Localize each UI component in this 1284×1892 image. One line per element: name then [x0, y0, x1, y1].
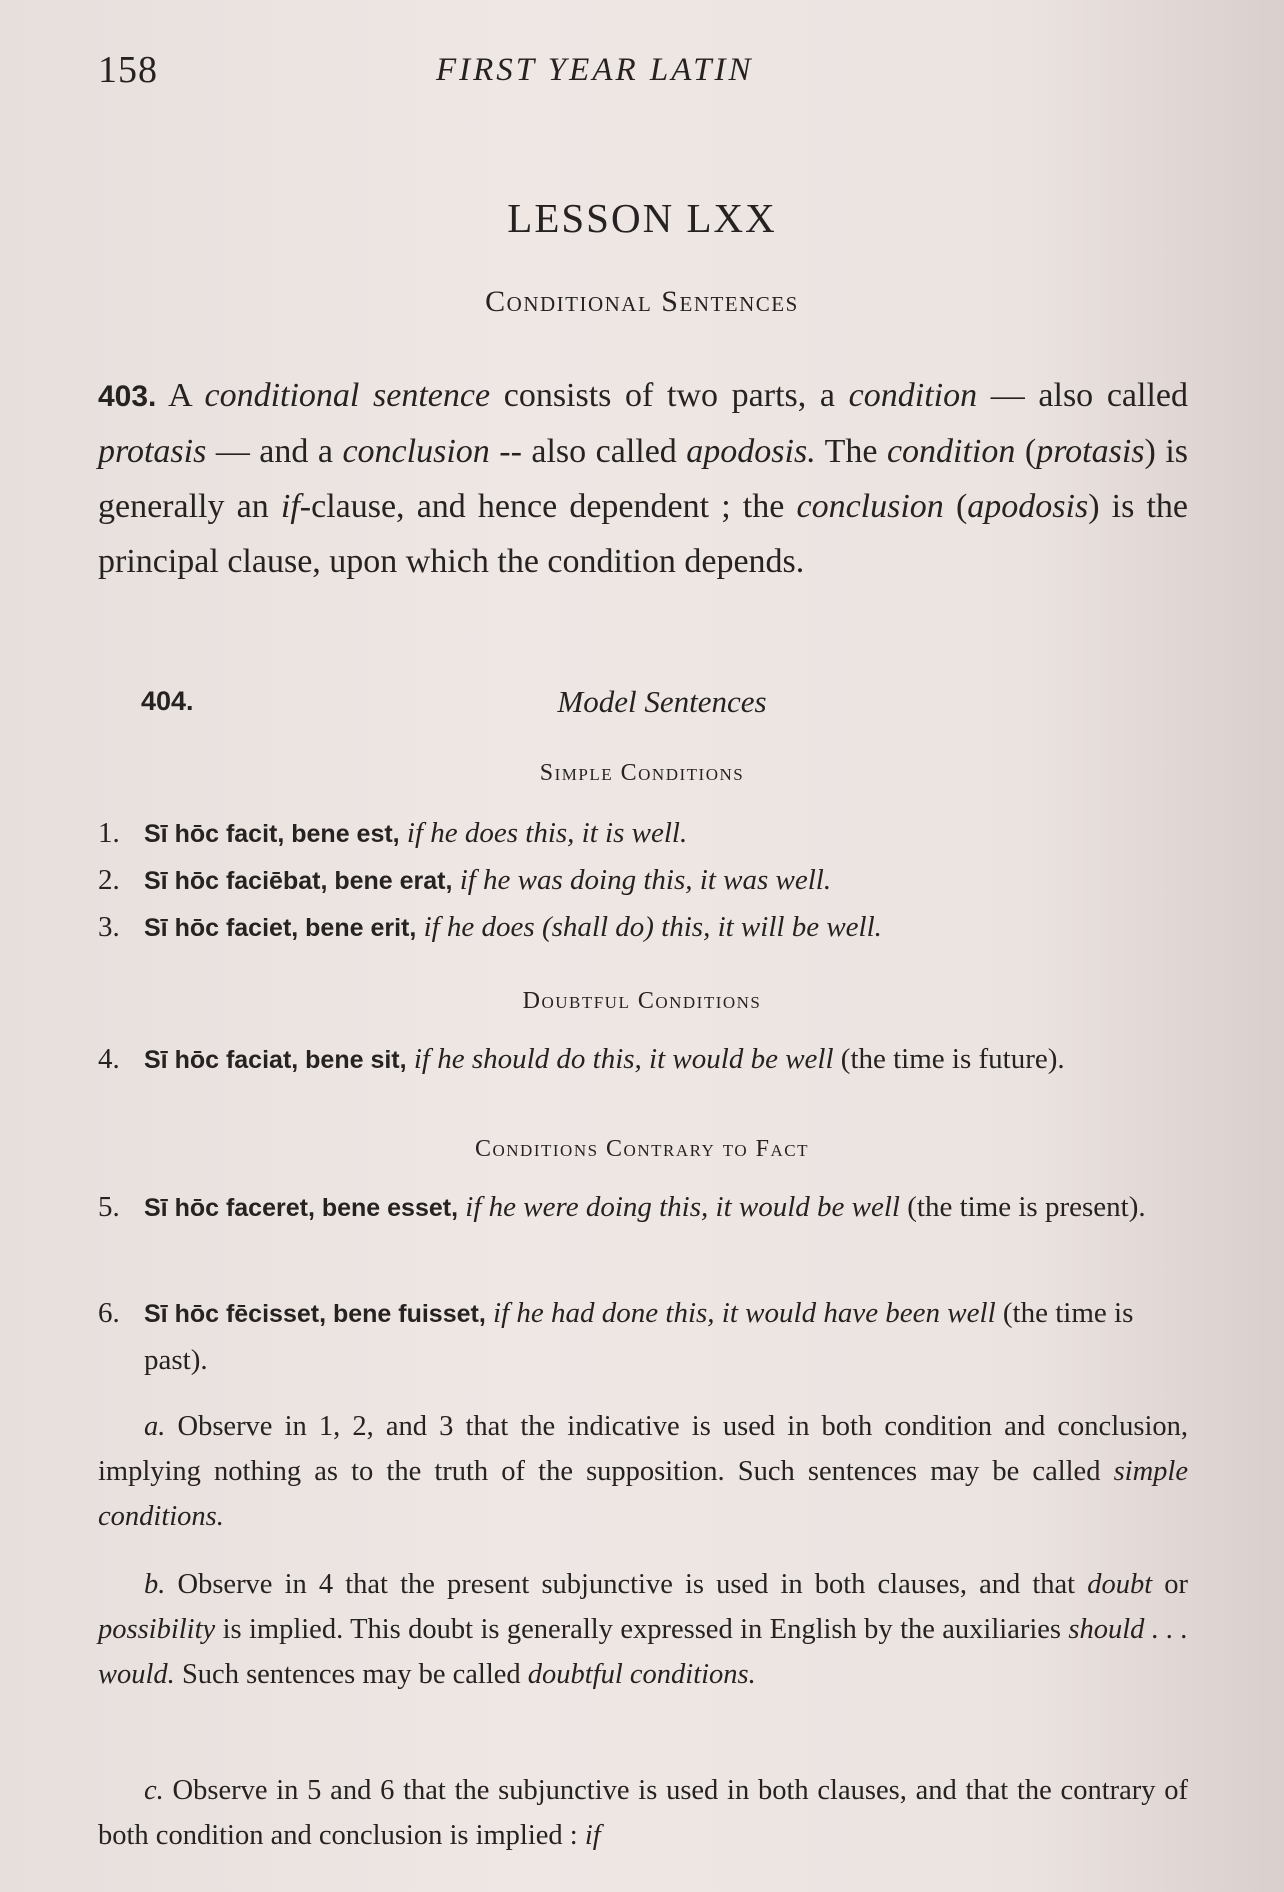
italic-run: if	[280, 488, 300, 525]
example-sentence-2	[98, 857, 1188, 904]
english-translation: if he does this, it is well.	[406, 817, 688, 849]
italic-run: conclusion	[342, 433, 490, 470]
english-translation: if he does (shall do) this, it will be well.	[423, 911, 882, 943]
model-sentences-heading: Model Sentences	[557, 684, 767, 719]
italic-run: condition	[886, 433, 1016, 470]
time-note: (the time is present).	[907, 1191, 1146, 1223]
text-run: ) is generally an	[98, 433, 1189, 525]
text-run: Observe in 5 and 6 that the subjunctive is used in both clauses, and that the contrary of both condition and conclusion is implied :	[98, 1775, 1188, 1851]
latin-sentence: Sī hōc faciēbat, bene erat,	[144, 867, 453, 895]
note-a	[98, 1404, 1188, 1539]
english-translation: if he were doing this, it would be well	[465, 1191, 900, 1223]
example-sentence-1	[98, 810, 1188, 857]
example-number: 3.	[98, 911, 120, 943]
simple-conditions-heading: Simple Conditions	[539, 760, 745, 786]
time-note: (the time is past).	[144, 1297, 1134, 1376]
italic-run: protasis	[98, 433, 207, 470]
time-note: (the time is future).	[840, 1043, 1065, 1075]
example-sentence-6	[98, 1290, 1188, 1383]
italic-run: possibility	[98, 1614, 216, 1645]
running-title: FIRST YEAR LATIN	[436, 52, 754, 88]
italic-run: simple conditions.	[98, 1456, 1188, 1532]
example-number: 2.	[98, 864, 120, 896]
page-number: 158	[98, 49, 158, 91]
italic-run: doubt	[1087, 1569, 1153, 1600]
lesson-title: LESSON LXX	[507, 195, 777, 241]
text-run: is implied. This doubt is generally expressed in English by the auxiliaries	[215, 1614, 1069, 1645]
text-run: ) is the principal clause, upon which the condition depends.	[98, 488, 1189, 580]
italic-run: conditional sentence	[204, 377, 491, 414]
note-letter: a.	[144, 1411, 166, 1442]
italic-run: apodosis	[967, 488, 1089, 525]
example-number: 1.	[98, 817, 120, 849]
latin-sentence: Sī hōc facit, bene est,	[144, 820, 400, 848]
example-sentence-5	[98, 1184, 1188, 1231]
text-run: The	[815, 433, 887, 470]
doubtful-conditions-heading: Doubtful Conditions	[522, 988, 762, 1014]
note-b	[98, 1562, 1188, 1697]
text-run: Observe in 1, 2, and 3 that the indicative is used in both condition and conclusion, implying nothing as to the truth of the supposition. Such sentences may be called	[98, 1411, 1188, 1487]
latin-sentence: Sī hōc faceret, bene esset,	[144, 1194, 459, 1222]
text-run: Observe in 4 that the present subjunctive is used in both clauses, and that	[165, 1569, 1088, 1600]
latin-sentence: Sī hōc faciet, bene erit,	[144, 914, 417, 942]
running-head	[98, 48, 1188, 108]
text-run: A	[156, 377, 205, 414]
latin-sentence: Sī hōc faciat, bene sit,	[144, 1046, 407, 1074]
note-text	[98, 1411, 1188, 1532]
example-number: 6.	[98, 1297, 120, 1329]
text-run: — and a	[206, 433, 343, 470]
text-run: -clause, and hence dependent ; the	[299, 488, 797, 525]
text-run: Such sentences may be called	[174, 1659, 528, 1690]
italic-run: condition	[848, 377, 978, 414]
text-run: (	[943, 488, 968, 525]
note-text	[98, 1775, 1188, 1851]
italic-run: if	[584, 1820, 601, 1851]
contrary-to-fact-heading: Conditions Contrary to Fact	[475, 1136, 809, 1162]
paragraph-text	[98, 377, 1188, 580]
english-translation: if he should do this, it would be well	[413, 1043, 834, 1075]
english-translation: if he was doing this, it was well.	[459, 864, 832, 896]
text-run: or	[1152, 1569, 1188, 1600]
example-sentence-3	[98, 904, 1188, 951]
italic-run: protasis	[1036, 433, 1145, 470]
example-number: 4.	[98, 1043, 120, 1075]
note-letter: c.	[144, 1775, 164, 1806]
text-run: -- also called	[489, 433, 687, 470]
text-run: (	[1015, 433, 1037, 470]
text-run: — also called	[977, 377, 1188, 414]
italic-run: apodosis.	[686, 433, 816, 470]
note-text	[98, 1569, 1188, 1690]
paragraph-404-number: 404.	[141, 686, 194, 716]
italic-run: conclusion	[796, 488, 944, 525]
latin-sentence: Sī hōc fēcisset, bene fuisset,	[144, 1300, 486, 1328]
italic-run: doubtful conditions.	[527, 1659, 756, 1690]
paragraph-403	[98, 368, 1188, 589]
note-letter: b.	[144, 1569, 166, 1600]
example-number: 5.	[98, 1191, 120, 1223]
english-translation: if he had done this, it would have been well	[493, 1297, 996, 1329]
lesson-subtitle: Conditional Sentences	[485, 285, 799, 318]
text-run: consists of two parts, a	[490, 377, 849, 414]
paragraph-number: 403.	[98, 380, 157, 413]
note-c	[98, 1768, 1188, 1858]
example-sentence-4	[98, 1036, 1188, 1083]
italic-run: should . . . would.	[98, 1614, 1189, 1690]
